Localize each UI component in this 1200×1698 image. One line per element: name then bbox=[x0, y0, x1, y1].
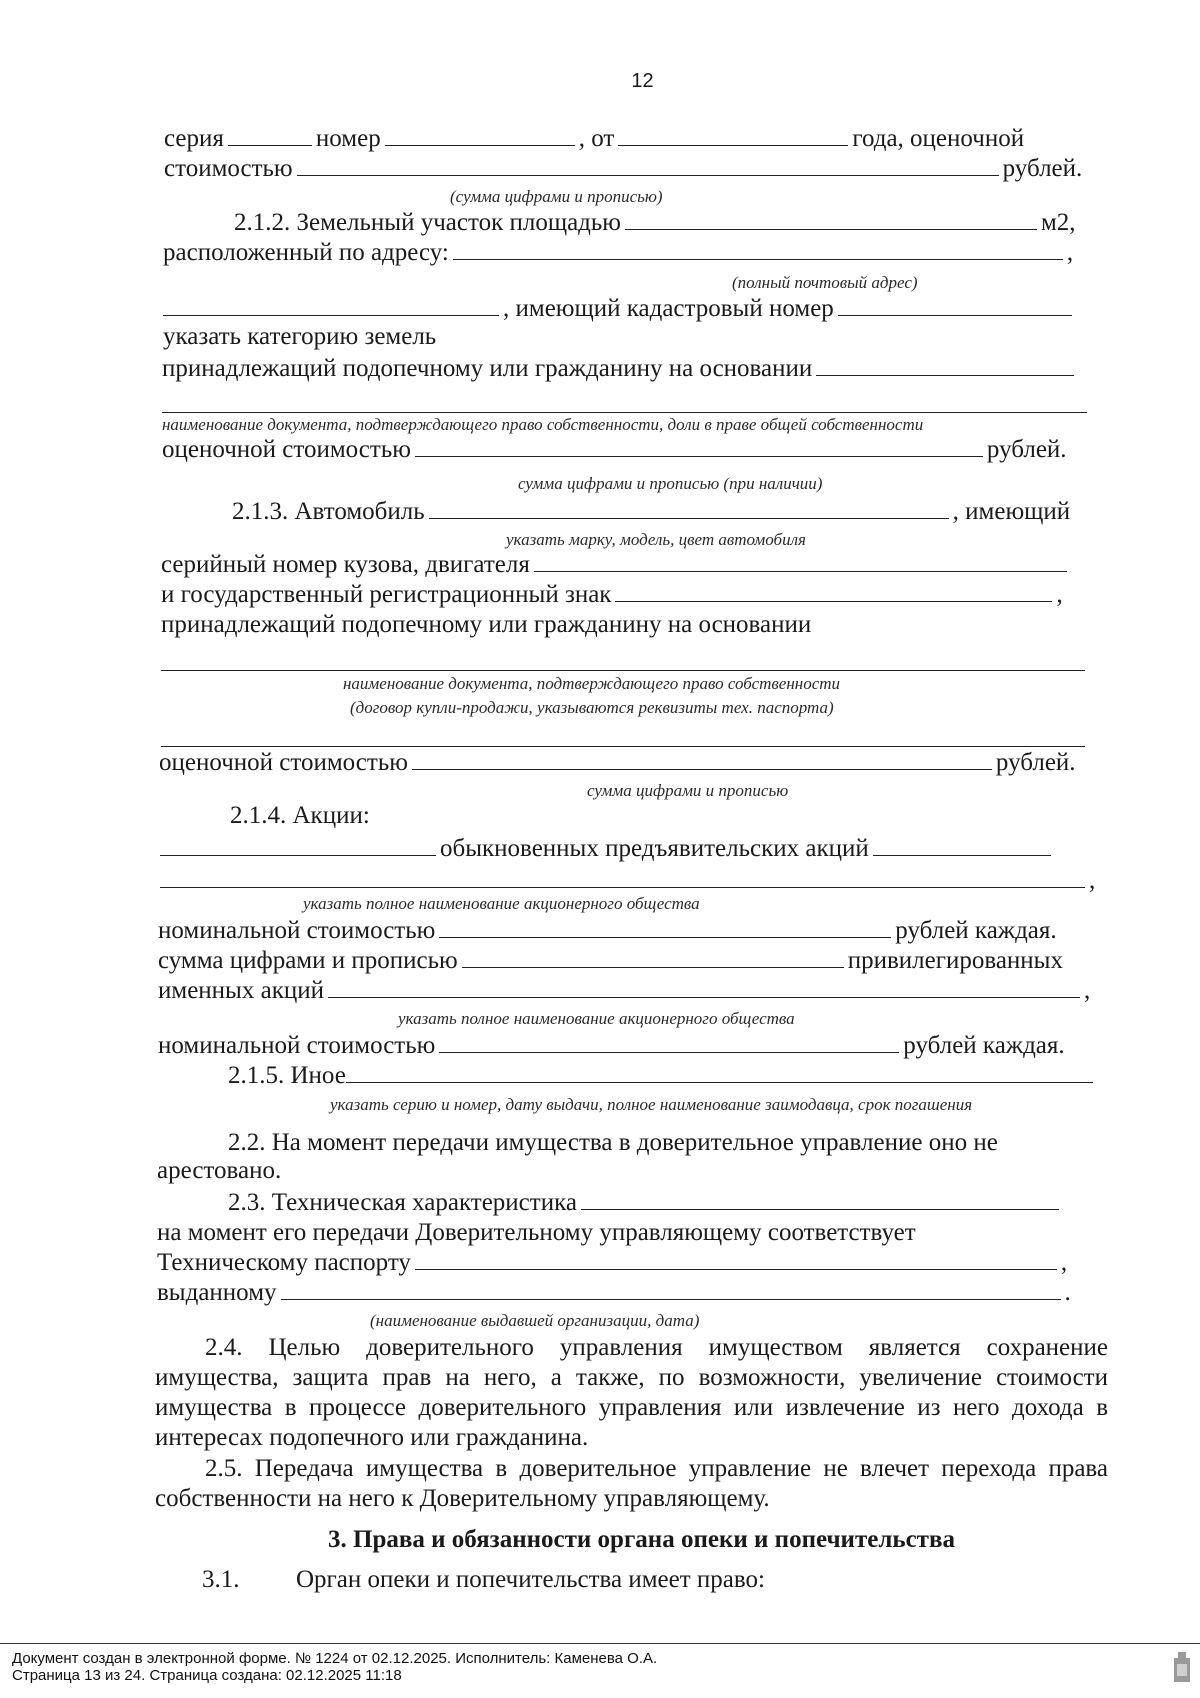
company-hint-2: указать полное наименование акционерного общества bbox=[398, 1009, 795, 1028]
page-number: 12 bbox=[631, 70, 654, 92]
address-label: расположенный по адресу: bbox=[163, 239, 449, 266]
car-model-hint: указать марку, модель, цвет автомобиля bbox=[506, 530, 806, 549]
ordinary-extra-blank[interactable] bbox=[873, 834, 1051, 856]
cost-label: стоимостью bbox=[164, 155, 293, 182]
land-category-caption: указать категорию земель bbox=[163, 323, 437, 350]
nominal-line bbox=[158, 916, 1057, 946]
passport-blank[interactable] bbox=[415, 1248, 1057, 1270]
privileged-label: привилегированных bbox=[847, 947, 1063, 974]
emblem-icon bbox=[1172, 1650, 1192, 1684]
issued-dot: . bbox=[1064, 1279, 1071, 1306]
privileged-count-blank[interactable] bbox=[462, 946, 844, 968]
registered-line bbox=[158, 976, 1090, 1006]
ordinary-count-blank[interactable] bbox=[160, 834, 436, 856]
car-doc-line-2[interactable] bbox=[161, 746, 1085, 747]
tech-label: 2.3. Техническая характеристика bbox=[228, 1189, 577, 1216]
car-cost-label: оценочной стоимостью bbox=[159, 749, 408, 776]
series-label: серия bbox=[164, 125, 224, 152]
car-line bbox=[232, 497, 1070, 527]
car-label: 2.1.3. Автомобиль bbox=[232, 498, 425, 525]
other-blank[interactable] bbox=[346, 1061, 1093, 1083]
nominal-blank[interactable] bbox=[439, 916, 891, 938]
number-label: номер bbox=[315, 125, 381, 152]
item-3-1-number: 3.1. bbox=[202, 1566, 240, 1593]
footer-line-2: Страница 13 из 24. Страница создана: 02.12.2025 11:18 bbox=[12, 1667, 402, 1684]
from-label: , от bbox=[578, 125, 615, 152]
m2-label: м2, bbox=[1040, 209, 1076, 236]
issued-blank[interactable] bbox=[281, 1278, 1061, 1300]
car-cost-line bbox=[159, 748, 1076, 778]
cadastral-label: , имеющий кадастровый номер bbox=[503, 295, 834, 322]
land-category-blank[interactable] bbox=[163, 294, 499, 316]
ordinary-label: обыкновенных предъявительских акций bbox=[440, 835, 869, 862]
car-doc-line[interactable] bbox=[161, 670, 1085, 671]
land-rub-label: рублей. bbox=[986, 436, 1067, 463]
nominal-label: номинальной стоимостью bbox=[158, 917, 436, 944]
car-model-blank[interactable] bbox=[429, 497, 949, 519]
footer-rule bbox=[0, 1643, 1200, 1644]
footer-line-1: Документ создан в электронной форме. № 1224 от 02.12.2025. Исполнитель: Каменева О.А. bbox=[12, 1650, 658, 1667]
car-plate-blank[interactable] bbox=[615, 580, 1052, 602]
address-blank[interactable] bbox=[453, 238, 1063, 260]
land-basis-blank[interactable] bbox=[816, 354, 1074, 376]
passport-comma: , bbox=[1060, 1249, 1068, 1276]
tech-line bbox=[228, 1188, 1063, 1218]
issued-hint: (наименование выдавшей организации, дата) bbox=[370, 1311, 700, 1330]
car-serial-label: серийный номер кузова, двигателя bbox=[161, 551, 530, 578]
car-sum-hint: сумма цифрами и прописью bbox=[587, 781, 789, 800]
company-line bbox=[160, 866, 1095, 896]
each-label-2: рублей каждая. bbox=[903, 1032, 1065, 1059]
other-line bbox=[228, 1061, 1097, 1091]
address-comma: , bbox=[1066, 239, 1074, 266]
car-serial-line bbox=[161, 550, 1071, 580]
arrest-line-1: 2.2. На момент передачи имущества в доверительное управление оно не bbox=[228, 1129, 998, 1156]
date-blank[interactable] bbox=[618, 124, 848, 146]
registered-blank[interactable] bbox=[328, 976, 1080, 998]
item-3-1-text: Орган опеки и попечительства имеет право: bbox=[296, 1566, 765, 1593]
section-3-heading: 3. Права и обязанности органа опеки и попечительства bbox=[328, 1526, 955, 1553]
tech-blank[interactable] bbox=[581, 1188, 1059, 1210]
nominal-line-2 bbox=[158, 1031, 1065, 1061]
company-comma: , bbox=[1089, 867, 1096, 894]
car-plate-line bbox=[161, 580, 1063, 610]
series-blank[interactable] bbox=[228, 124, 312, 146]
sum-label: сумма цифрами и прописью bbox=[158, 947, 458, 974]
passport-label: Техническому паспорту bbox=[157, 1249, 411, 1276]
land-cost-blank[interactable] bbox=[415, 435, 983, 457]
land-doc-hint: наименование документа, подтверждающего право собственности, доли в праве общей собственности bbox=[162, 415, 924, 434]
land-cost-line bbox=[162, 435, 1067, 465]
address-hint: (полный почтовый адрес) bbox=[732, 273, 918, 292]
other-hint: указать серию и номер, дату выдачи, полное наименование заимодавца, срок погашения bbox=[330, 1095, 973, 1114]
tech-line-2: на момент его передачи Доверительному управляющему соответствует bbox=[157, 1219, 916, 1246]
sum-hint: (сумма цифрами и прописью) bbox=[450, 187, 663, 206]
car-having: , имеющий bbox=[952, 498, 1071, 525]
company-blank[interactable] bbox=[160, 866, 1085, 888]
land-basis-line bbox=[162, 354, 1078, 384]
car-plate-comma: , bbox=[1056, 581, 1063, 608]
registered-label: именных акций bbox=[158, 977, 324, 1004]
ordinary-shares-line bbox=[160, 834, 1055, 864]
nominal-blank-2[interactable] bbox=[439, 1031, 899, 1053]
arrest-line-2: арестовано. bbox=[157, 1157, 282, 1184]
rub-label: рублей. bbox=[1002, 155, 1083, 182]
cost-blank[interactable] bbox=[297, 154, 999, 176]
other-label: 2.1.5. Иное bbox=[228, 1062, 346, 1089]
series-line bbox=[164, 124, 1024, 154]
each-label: рублей каждая. bbox=[895, 917, 1057, 944]
cost-line bbox=[164, 154, 1082, 184]
privileged-line bbox=[158, 946, 1063, 976]
car-serial-blank[interactable] bbox=[534, 550, 1067, 572]
land-doc-line[interactable] bbox=[162, 412, 1087, 413]
issued-label: выданному bbox=[157, 1279, 277, 1306]
car-doc-hint-1: наименование документа, подтверждающего право собственности bbox=[343, 674, 841, 693]
transfer-paragraph: 2.5. Передача имущества в доверительное управление не влечет перехода права собственности на него к Доверительному управляющему. bbox=[155, 1455, 1108, 1512]
car-rub-label: рублей. bbox=[995, 749, 1076, 776]
nominal-label-2: номинальной стоимостью bbox=[158, 1032, 436, 1059]
cadastral-blank[interactable] bbox=[838, 294, 1072, 316]
cadastral-line bbox=[163, 294, 1076, 324]
shares-label: 2.1.4. Акции: bbox=[230, 802, 370, 829]
number-blank[interactable] bbox=[385, 124, 575, 146]
land-label: 2.1.2. Земельный участок площадью bbox=[234, 209, 621, 236]
land-sum-hint: сумма цифрами и прописью (при наличии) bbox=[518, 474, 823, 493]
land-line bbox=[234, 208, 1076, 238]
car-cost-blank[interactable] bbox=[412, 748, 992, 770]
land-basis-label: принадлежащий подопечному или гражданину на основании bbox=[162, 355, 813, 382]
car-basis-label: принадлежащий подопечному или гражданину на основании bbox=[161, 611, 812, 638]
address-line bbox=[163, 238, 1073, 268]
car-plate-label: и государственный регистрационный знак bbox=[161, 581, 612, 608]
purpose-paragraph: 2.4. Целью доверительного управления имуществом является сохранение имущества, защита прав на него, а также, по возможности, увеличение стоимости имущества в процессе доверительного управления или извлечение из него дохода в интересах подопечного или гражданина. bbox=[155, 1334, 1108, 1451]
land-cost-label: оценочной стоимостью bbox=[162, 436, 411, 463]
car-doc-hint-2: (договор купли-продажи, указываются реквизиты тех. паспорта) bbox=[350, 698, 834, 717]
passport-line bbox=[157, 1248, 1067, 1278]
area-blank[interactable] bbox=[625, 208, 1037, 230]
year-label: года, оценочной bbox=[852, 125, 1025, 152]
issued-line bbox=[157, 1278, 1071, 1308]
registered-comma: , bbox=[1083, 977, 1091, 1004]
company-hint: указать полное наименование акционерного общества bbox=[303, 894, 700, 913]
